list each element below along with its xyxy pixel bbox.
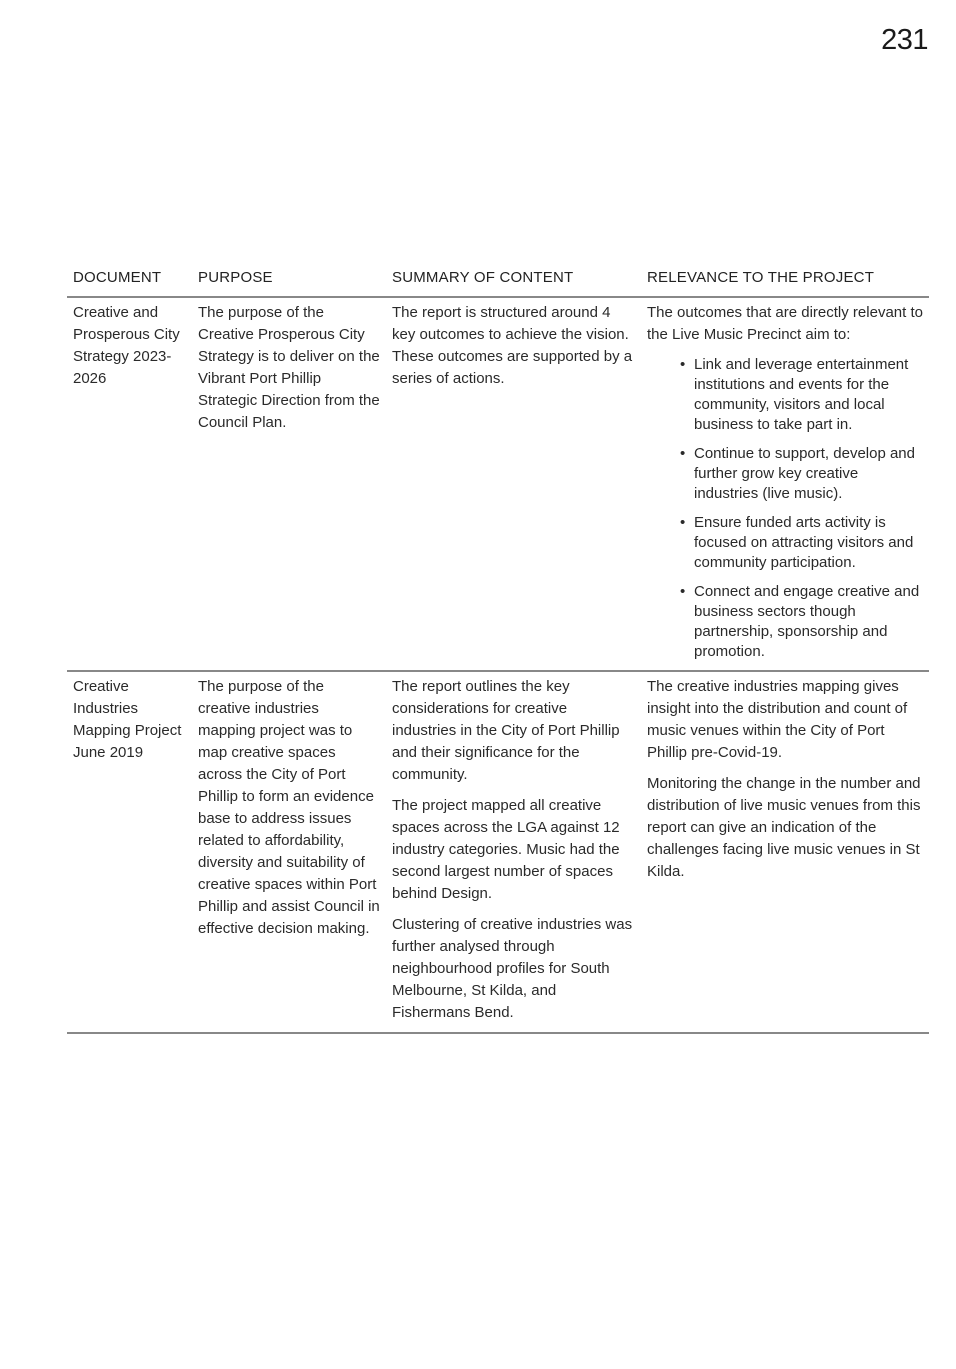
purpose-cell: The purpose of the Creative Prosperous City Strategy is to deliver on the Vibrant Port Phillip Strategic Direction from the Council Plan. (192, 297, 386, 671)
bullet-text: Link and leverage entertainment institutions and events for the community, visitors and local business to take part in. (694, 356, 909, 433)
document-cell: Creative and Prosperous City Strategy 2023-2026 (67, 297, 192, 671)
bullet-icon: • (680, 445, 686, 462)
page-number: 231 (881, 24, 928, 56)
table-row (67, 297, 929, 671)
bullet-text: Continue to support, develop and further grow key creative industries (live music). (694, 445, 915, 502)
bullet-icon: • (680, 514, 686, 531)
list-item (680, 582, 923, 662)
column-header-document: DOCUMENT (67, 267, 192, 297)
summary-paragraph: Clustering of creative industries was further analysed through neighbourhood profiles for South Melbourne, St Kilda, and Fishermans Bend. (392, 916, 633, 1021)
list-item (680, 355, 923, 435)
relevance-paragraph: The creative industries mapping gives insight into the distribution and count of music venues within the City of Port Phillip pre-Covid-19. (647, 678, 908, 761)
table-row (67, 671, 929, 1033)
list-item (680, 444, 923, 504)
summary-cell (386, 671, 641, 1033)
purpose-cell: The purpose of the creative industries mapping project was to map creative spaces across the City of Port Phillip to form an evidence base to address issues related to affordability, diversity and suitability of creative spaces within Port Phillip and assist Council in effective decision making. (192, 671, 386, 1033)
table-header-row (67, 267, 929, 297)
column-header-relevance: RELEVANCE TO THE PROJECT (641, 267, 929, 297)
bullet-text: Ensure funded arts activity is focused on attracting visitors and community participation. (694, 514, 914, 571)
relevance-cell (641, 671, 929, 1033)
relevance-paragraph: Monitoring the change in the number and distribution of live music venues from this report can give an indication of the challenges facing live music venues in St Kilda. (647, 775, 921, 880)
summary-paragraph: The project mapped all creative spaces across the LGA against 12 industry categories. Music had the second largest number of spaces behind Design. (392, 797, 620, 902)
summary-cell (386, 297, 641, 671)
column-header-summary: SUMMARY OF CONTENT (386, 267, 641, 297)
summary-paragraph: The report outlines the key considerations for creative industries in the City of Port Phillip and their significance for the community. (392, 678, 620, 783)
document-table (67, 267, 929, 1034)
bullet-text: Connect and engage creative and business sectors though partnership, sponsorship and promotion. (694, 583, 920, 660)
relevance-cell (641, 297, 929, 671)
column-header-purpose: PURPOSE (192, 267, 386, 297)
relevance-intro: The outcomes that are directly relevant to the Live Music Precinct aim to: (647, 304, 923, 343)
bullet-icon: • (680, 356, 686, 373)
list-item (680, 513, 923, 573)
document-cell: Creative Industries Mapping Project June 2019 (67, 671, 192, 1033)
summary-paragraph: The report is structured around 4 key outcomes to achieve the vision. These outcomes are supported by a series of actions. (392, 304, 633, 387)
bullet-icon: • (680, 583, 686, 600)
relevance-bullet-list (647, 355, 923, 662)
